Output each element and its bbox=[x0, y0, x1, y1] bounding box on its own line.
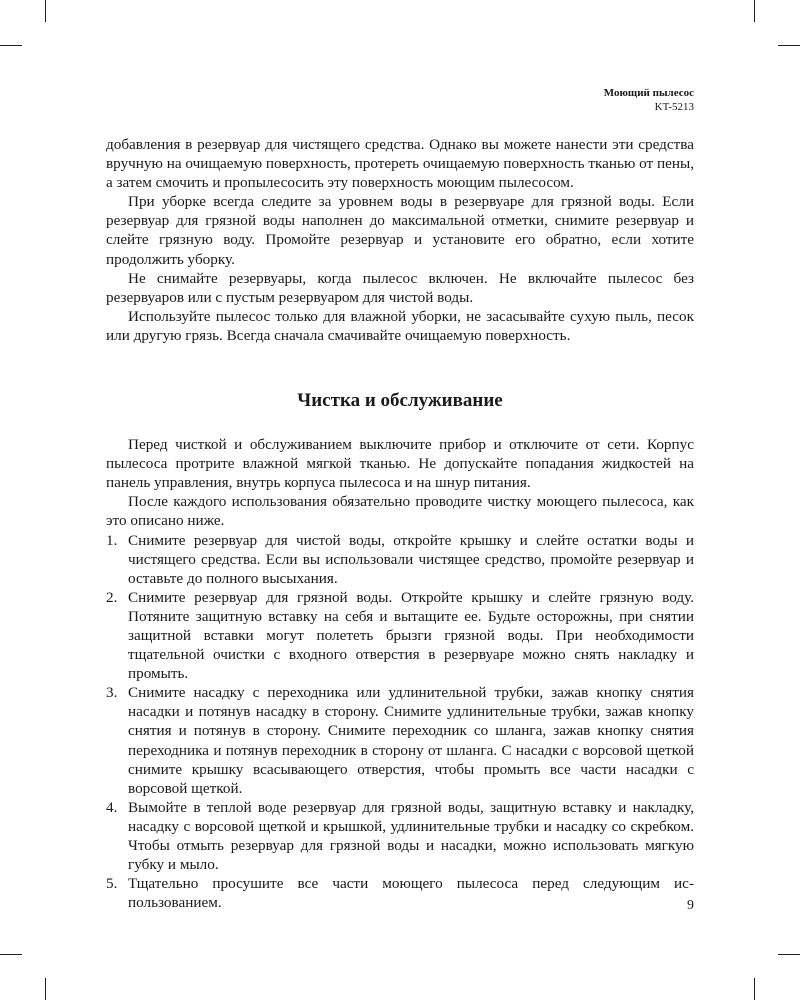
step-text: Снимите насадку с переходника или удлинительной трубки, зажав кнопку снятия насадки и потянув насадку в сторону. Снимите удлинительные трубки, зажав кнопку снятия и потянув в сторону. Снимите переходник со шланга, зажав кнопку снятия переходника и потянув переходник в сторону от шланга. С насадки с ворсовой щеткой снимите крышку всасывающего отверстия, чтобы промыть все части насадки с ворсовой щеткой. bbox=[128, 684, 694, 797]
step-text: Вымойте в теплой воде резервуар для грязной воды, защитную вставку и накладку, насадку с ворсовой щеткой и крышкой, удлинительные трубки и насадку со скребком. Чтобы отмыть резервуар для грязной воды и насадки, можно использовать мягкую губку и мыло. bbox=[128, 798, 694, 874]
page-body bbox=[106, 135, 694, 912]
header-title: Моющий пылесос bbox=[603, 87, 694, 99]
list-item bbox=[106, 683, 694, 798]
step-number: 3. bbox=[106, 684, 118, 702]
step-number: 4. bbox=[106, 798, 118, 816]
crop-mark bbox=[754, 978, 755, 1000]
page-number: 9 bbox=[687, 898, 694, 913]
crop-mark bbox=[778, 45, 800, 46]
list-item bbox=[106, 588, 694, 683]
running-header bbox=[394, 86, 694, 114]
paragraph: Используйте пылесос только для влажной уборки, не засасывайте сухую пыль, песок или другую грязь. Всегда сначала смачивайте очищаемую поверхность. bbox=[106, 307, 694, 344]
step-number: 2. bbox=[106, 588, 118, 606]
crop-mark bbox=[0, 954, 22, 955]
paragraph: Перед чисткой и обслуживанием выключите прибор и отключите от сети. Корпус пылесоса протрите влажной мягкой тканью. Не допускайте попадания жидкостей на панель управления, внутрь корпуса пылесоса и на шнур питания. bbox=[106, 436, 694, 492]
list-item bbox=[106, 874, 694, 912]
cleaning-steps-list bbox=[106, 531, 694, 913]
crop-mark bbox=[778, 954, 800, 955]
step-text: Тщательно просушите все части моющего пылесоса перед следующим использованием. bbox=[128, 875, 694, 912]
paragraph: Не снимайте резервуары, когда пылесос включен. Не включайте пылесос без резервуаров или с пустым резервуаром для чистой воды. bbox=[106, 269, 694, 306]
crop-mark bbox=[0, 45, 22, 46]
step-text: Снимите резервуар для грязной воды. Откройте крышку и слейте грязную воду. Потяните защитную вставку на себя и вытащите ее. Будьте осторожны, при снятии защитной вставки могут полететь брызги грязной воды. При необходимости тщательной очистки с входного отверстия в резервуаре можно снять накладку и промыть. bbox=[128, 588, 694, 683]
section-title: Чистка и обслуживание bbox=[297, 390, 503, 412]
step-number: 1. bbox=[106, 531, 118, 549]
paragraph: добавления в резервуар для чистящего средства. Однако вы можете нанести эти средства вручную на очищаемую поверхность, протереть очищаемую поверхность тканью от пены, а затем смочить и пропылесосить эту поверхность моющим пылесосом. bbox=[106, 136, 694, 192]
crop-mark bbox=[45, 0, 46, 22]
list-item bbox=[106, 798, 694, 874]
list-item bbox=[106, 531, 694, 588]
step-text: Снимите резервуар для чистой воды, откройте крышку и слейте остатки воды и чистящего средства. Если вы использовали чистящее средство, промойте резервуар и оставьте до полного высыхания. bbox=[128, 531, 694, 587]
crop-mark bbox=[754, 0, 755, 22]
header-model: KT-5213 bbox=[654, 101, 694, 113]
step-number: 5. bbox=[106, 875, 118, 893]
crop-mark bbox=[45, 978, 46, 1000]
paragraph: После каждого использования обязательно проводите чистку моющего пылесоса, как это описано ниже. bbox=[106, 493, 694, 530]
paragraph: При уборке всегда следите за уровнем воды в резервуаре для грязной воды. Если резервуар для грязной воды наполнен до максимальной отметки, снимите резервуар и слейте грязную воду. Промойте резервуар и установите его обратно, если хотите продолжить уборку. bbox=[106, 193, 694, 268]
